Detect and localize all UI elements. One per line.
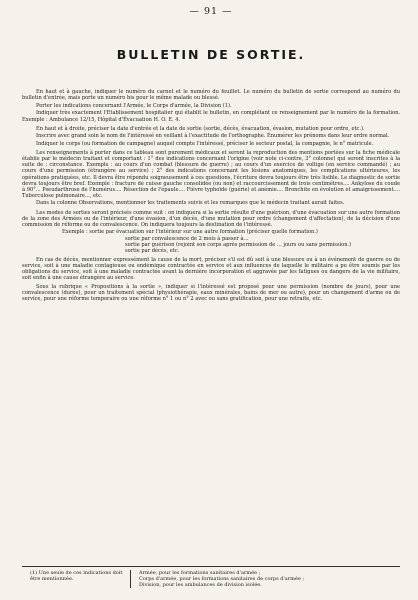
page-title: BULLETIN DE SORTIE. bbox=[116, 47, 306, 62]
footnote-options bbox=[130, 570, 400, 588]
paragraph: Inscrire avec grand soin le nom de l'intéressé en veillant à l'exactitude de l'orthographe. Énumérer les prénoms dans leur ordre normal. bbox=[36, 133, 390, 140]
page-number: — 91 — bbox=[189, 6, 233, 17]
footnote-option: Armée, pour les formations sanitaires d'armée ; bbox=[139, 570, 261, 576]
paragraph: Porter les indications concernant l'Armée, le Corps d'armée, la Division (1). bbox=[36, 102, 232, 109]
paragraph: Sous la rubrique « Propositions à la sortie », indiquer si l'intéressé est proposé pour une permission (nombre de jours), pour une convalescence (durée), pour un traitement spécial (physiothérapie, eaux minérales, bains de mer ou autre), pour un changement d'arme ou de service, pour une réforme temporaire ou une réforme n° 1 ou n° 2 avec ou sans gratification, pour une retraite, etc. bbox=[22, 284, 400, 303]
paragraph: Indiquer très exactement l'Etablissement hospitalier qui établit le bulletin, en complétant ce renseignement par le numéro de la formation. Exemple : Ambulance 12/15, Hôpital d'Évacuation H. O. E. 4. bbox=[22, 110, 400, 123]
paragraph: Indiquer le corps (ou formation de campagne) auquel compte l'intéressé, préciser le secteur postal, la compagnie, le n° matricule. bbox=[36, 141, 374, 148]
paragraph: Les renseignements à porter dans ce tableau sont purement médicaux et seront la reproduction des mentions portées sur la fiche médicale établie par le médecin traitant et comportant : 1° des indications concernant l'origine (voir note ci-contre, 3° colonne) qui seront inscrites à la suite de : circonstance. Exemple : au cours d'un combat (blessure de guerre) ; au cours d'un exercice de voltige (en service commandé) ; au cours d'une permission (étrangère au service) ; 2° des indications concernant les lésions anatomiques, les complications ultérieures, les opérations pratiquées, etc. Il devra être répondu soigneusement à ces questions, l'écriture devra toujours être très lisible. Le diagnostic de sortie devra toujours être bref. Exemple : fracture de cuisse gauche consolidée (ou non) et raccourcissement de trois centimètres.... Ankylose du coude à 90°... Pseudarthrose de l'humérus.... Résection de l'épaule.... Fièvre typhoïde (guérie) et anémie.... Bronchite en évolution et amaigrissement.... Tuberculose pulmonaire..., etc. bbox=[22, 150, 400, 199]
document-page bbox=[22, 6, 400, 304]
example-item: sortie par décès, etc. bbox=[125, 247, 180, 254]
paragraph: Dans la colonne Observations, mentionner les traitements suivis et les remarques que le médecin traitant aurait faites. bbox=[36, 200, 345, 207]
footnote-option: Division, pour les ambulances de division isolée. bbox=[139, 582, 262, 588]
instructions-body bbox=[22, 89, 400, 302]
paragraph: En cas de décès, mentionner expressément la cause de la mort, préciser s'il est dû soit à une blessure ou à un événement de guerre ou de service, soit à une maladie contagieuse ou endémique contractée en service et aux influences de laquelle le militaire a pu être soumis par les obligations du service, soit à une maladie contractée avant la dernière incorporation et aggravée par les fatigues ou dangers de la vie militaire, soit enfin à une cause étrangère au service. bbox=[22, 256, 400, 282]
exit-mode-examples bbox=[22, 229, 400, 253]
example-item: sortie par guérison (rejoint son corps après permission de ... jours ou sans permission.) bbox=[125, 241, 352, 248]
footnote-marker-text: (1) Une seule de ces indications doit être mentionnée. bbox=[30, 570, 123, 582]
example-item: sortie par convalescence de 2 mois à passer à... bbox=[125, 235, 249, 242]
paragraph: En haut et à droite, préciser la date d'entrée et la date de sortie (sortie, décès, évacuation, évasion, mutation pour ordre, etc.). bbox=[36, 125, 365, 132]
footnote-option: Corps d'armée, pour les formations sanitaires de corps d'armée ; bbox=[139, 576, 305, 582]
example-lead: Exemple : sortie par évacuation sur l'intérieur sur une autre formation (préciser quelle formation.) bbox=[62, 229, 318, 236]
paragraph: Les modes de sorties seront précisés comme suit : on indiquera si la sortie résulte d'une guérison, d'une évacuation sur une autre formation de la zone des Armées ou de l'intérieur, d'une évasion, d'un décès, d'une mutation pour ordre (changement d'affectation), de la décision d'une commission de réforme ou de convalescence. On indiquera toujours la destination de l'intéressé. bbox=[22, 209, 400, 228]
paragraph: En haut et à gauche, indiquer le numéro du carnet et le numéro du feuillet. Le numéro du bulletin de sortie correspond au numéro du bulletin d'entrée, mais porte un numéro bis pour le même malade ou blessé. bbox=[22, 89, 400, 102]
footnote bbox=[22, 566, 400, 588]
